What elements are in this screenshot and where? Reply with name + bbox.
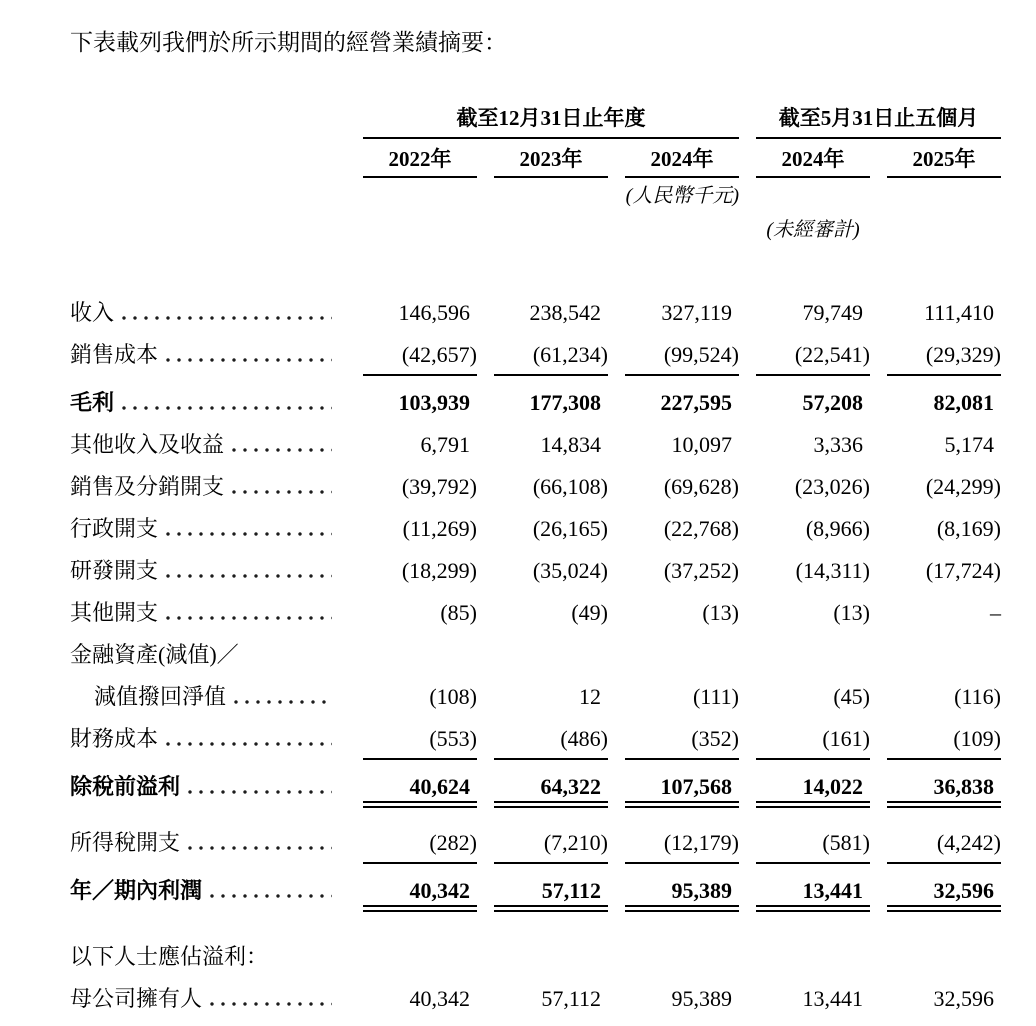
row-label: 研發開支 — [70, 558, 159, 583]
dot-leader — [166, 532, 332, 536]
row-label-cell — [70, 550, 346, 592]
cell-value: 40,624 — [363, 766, 477, 808]
dot-leader — [232, 448, 332, 452]
table-row — [70, 870, 1036, 912]
cell-value: (66,108) — [532, 474, 608, 499]
row-label-cell — [70, 676, 346, 718]
cell-value — [363, 634, 477, 676]
table-row — [70, 550, 1036, 592]
row-label-cell — [70, 978, 346, 1020]
cell-value: (18,299) — [401, 558, 477, 583]
cell-value: 12 — [579, 684, 601, 709]
dot-leader — [122, 316, 332, 320]
financial-results-table — [70, 105, 1036, 1020]
intro-text: 下表載列我們於所示期間的經營業績摘要： — [70, 30, 507, 55]
cell-value: (116) — [954, 684, 1001, 709]
cell-value: 40,342 — [409, 986, 470, 1011]
cell-value: (4,242) — [887, 822, 1001, 864]
unit-note-row — [70, 184, 1036, 208]
row-label: 減值撥回淨值 — [94, 684, 227, 709]
dot-leader — [210, 894, 332, 898]
cell-value: 5,174 — [944, 432, 994, 457]
dot-leader — [166, 742, 332, 746]
cell-value: (282) — [363, 822, 477, 864]
cell-value: (24,299) — [925, 474, 1001, 499]
table-row — [70, 676, 1036, 718]
cell-value: (99,524) — [625, 334, 739, 376]
table-row — [70, 634, 1036, 676]
column-group-header-row — [70, 105, 1036, 139]
row-label: 金融資產(減值)／ — [70, 642, 239, 667]
cell-value: (35,024) — [532, 558, 608, 583]
cell-value: (42,657) — [363, 334, 477, 376]
cell-value: 177,308 — [529, 390, 601, 415]
table-row — [70, 936, 1036, 978]
cell-value: 32,596 — [933, 986, 994, 1011]
cell-value: (486) — [494, 718, 608, 760]
cell-value: 40,342 — [363, 870, 477, 912]
cell-value: (14,311) — [795, 558, 870, 583]
row-label-cell — [70, 936, 346, 978]
cell-value: 10,097 — [671, 432, 732, 457]
dot-leader — [166, 358, 332, 362]
dot-leader — [166, 574, 332, 578]
cell-value: (26,165) — [532, 516, 608, 541]
cell-value: 111,410 — [924, 300, 994, 325]
cell-value: (8,966) — [805, 516, 870, 541]
row-label: 以下人士應佔溢利： — [70, 944, 269, 969]
cell-value: (29,329) — [887, 334, 1001, 376]
cell-value: 107,568 — [625, 766, 739, 808]
cell-value: (69,628) — [663, 474, 739, 499]
cell-value: (22,768) — [663, 516, 739, 541]
row-label: 銷售成本 — [70, 342, 159, 367]
table-row — [70, 334, 1036, 376]
dot-leader — [210, 1002, 332, 1006]
cell-value: 13,441 — [802, 986, 863, 1011]
cell-value: (109) — [887, 718, 1001, 760]
cell-value: 82,081 — [933, 390, 994, 415]
table-row — [70, 718, 1036, 760]
dot-leader — [166, 616, 332, 620]
table-body — [70, 292, 1036, 1020]
row-label: 其他收入及收益 — [70, 432, 225, 457]
cell-value: 95,389 — [625, 870, 739, 912]
year-column-header-2024: 2024年 — [625, 147, 739, 178]
year-column-header-2024-interim: 2024年 — [756, 147, 870, 178]
cell-value: (23,026) — [794, 474, 870, 499]
cell-value — [494, 936, 608, 978]
cell-value: (37,252) — [663, 558, 739, 583]
cell-value — [887, 936, 1001, 978]
year-column-header-2025: 2025年 — [887, 147, 1001, 178]
cell-value: (13) — [833, 600, 870, 625]
cell-value: 3,336 — [813, 432, 863, 457]
cell-value — [887, 634, 1001, 676]
cell-value: 64,322 — [494, 766, 608, 808]
dot-leader — [234, 700, 332, 704]
row-label-cell — [70, 766, 346, 808]
cell-value: (11,269) — [402, 516, 477, 541]
cell-value: (13) — [702, 600, 739, 625]
cell-value: 103,939 — [398, 390, 470, 415]
row-label: 財務成本 — [70, 726, 159, 751]
audit-note-row — [70, 218, 1036, 242]
cell-value: (8,169) — [936, 516, 1001, 541]
cell-value: 36,838 — [887, 766, 1001, 808]
row-label: 收入 — [70, 300, 115, 325]
cell-value: (39,792) — [401, 474, 477, 499]
row-label-cell — [70, 334, 346, 376]
column-group-year-ended: 截至12月31日止年度 — [363, 105, 739, 139]
table-row — [70, 508, 1036, 550]
cell-value: 14,022 — [756, 766, 870, 808]
row-label: 毛利 — [70, 390, 115, 415]
cell-value: (108) — [429, 684, 477, 709]
table-row — [70, 382, 1036, 424]
cell-value: (111) — [692, 684, 739, 709]
row-label-cell — [70, 592, 346, 634]
cell-value — [625, 936, 739, 978]
row-label-cell — [70, 634, 346, 676]
cell-value: 32,596 — [887, 870, 1001, 912]
cell-value: (45) — [833, 684, 870, 709]
row-label: 其他開支 — [70, 600, 159, 625]
header-spacer — [70, 147, 346, 178]
cell-value: 57,112 — [494, 870, 608, 912]
cell-value: (12,179) — [625, 822, 739, 864]
cell-value: 146,596 — [398, 300, 470, 325]
dot-leader — [122, 406, 332, 410]
cell-value: (7,210) — [494, 822, 608, 864]
row-label: 母公司擁有人 — [70, 986, 203, 1011]
table-row — [70, 466, 1036, 508]
table-row — [70, 592, 1036, 634]
cell-value: (85) — [440, 600, 477, 625]
cell-value: (553) — [363, 718, 477, 760]
row-label: 行政開支 — [70, 516, 159, 541]
column-group-five-months: 截至5月31日止五個月 — [756, 105, 1001, 139]
cell-value: 327,119 — [661, 300, 732, 325]
cell-value — [756, 936, 870, 978]
cell-value: 6,791 — [420, 432, 470, 457]
row-label-cell — [70, 466, 346, 508]
cell-value — [494, 634, 608, 676]
cell-value: (352) — [625, 718, 739, 760]
row-label-cell — [70, 870, 346, 912]
row-label: 所得稅開支 — [70, 830, 181, 855]
cell-value: (17,724) — [925, 558, 1001, 583]
cell-value: 95,389 — [671, 986, 732, 1011]
dot-leader — [232, 490, 332, 494]
row-label: 除稅前溢利 — [70, 774, 181, 799]
cell-value: – — [990, 600, 1001, 625]
cell-value: 14,834 — [540, 432, 601, 457]
currency-unit-note: (人民幣千元) — [625, 185, 739, 207]
dot-leader — [188, 846, 332, 850]
cell-value: (161) — [756, 718, 870, 760]
row-label-cell — [70, 424, 346, 466]
cell-value — [363, 936, 477, 978]
cell-value — [756, 634, 870, 676]
cell-value: 13,441 — [756, 870, 870, 912]
year-column-header-2022: 2022年 — [363, 147, 477, 178]
table-row — [70, 292, 1036, 334]
year-column-header-2023: 2023年 — [494, 147, 608, 178]
cell-value: 238,542 — [529, 300, 601, 325]
dot-leader — [188, 790, 332, 794]
cell-value: (581) — [756, 822, 870, 864]
row-label-cell — [70, 718, 346, 760]
header-spacer — [70, 105, 363, 139]
unaudited-note: (未經審計) — [766, 219, 860, 241]
row-label-cell — [70, 508, 346, 550]
cell-value: 79,749 — [802, 300, 863, 325]
row-label-cell — [70, 382, 346, 424]
row-label-cell — [70, 292, 346, 334]
year-header-row — [70, 147, 1036, 178]
cell-value: (22,541) — [756, 334, 870, 376]
cell-value — [625, 634, 739, 676]
cell-value: 57,208 — [802, 390, 863, 415]
row-label: 年／期內利潤 — [70, 878, 203, 903]
table-row — [70, 424, 1036, 466]
cell-value: 57,112 — [541, 986, 601, 1011]
row-label-cell — [70, 822, 346, 864]
table-row — [70, 822, 1036, 864]
cell-value: 227,595 — [660, 390, 732, 415]
cell-value: (49) — [571, 600, 608, 625]
cell-value: (61,234) — [494, 334, 608, 376]
table-row — [70, 978, 1036, 1020]
table-row — [70, 766, 1036, 808]
row-label: 銷售及分銷開支 — [70, 474, 225, 499]
